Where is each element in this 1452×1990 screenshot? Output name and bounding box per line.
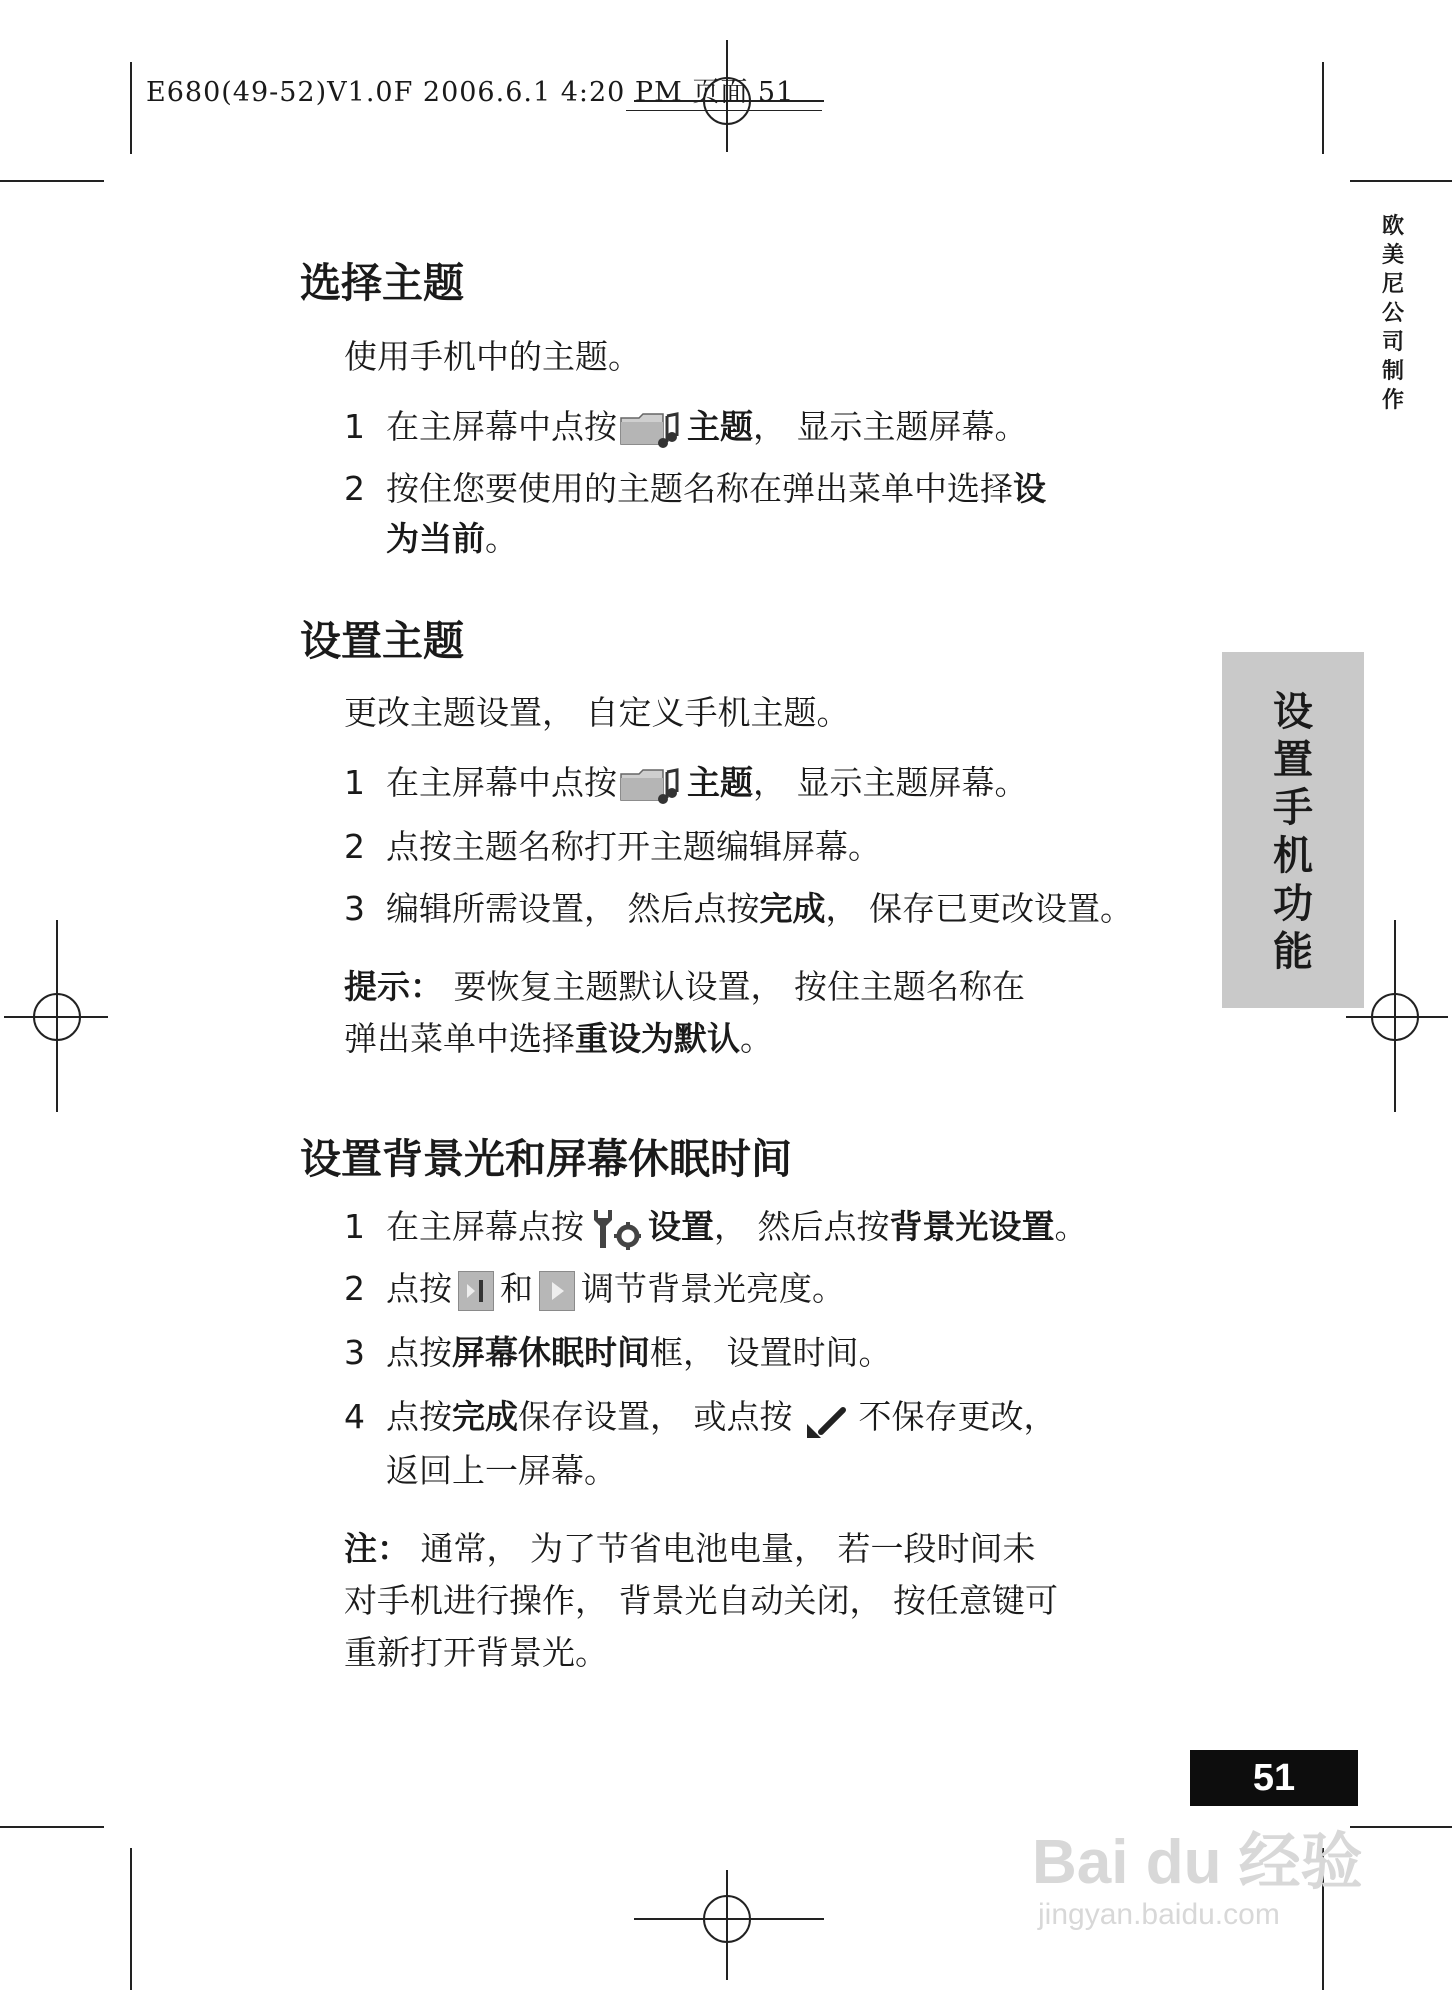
crop-mark	[0, 180, 104, 182]
step-item: 2 按住您要使用的主题名称在弹出菜单中选择设	[344, 469, 1046, 508]
chapter-tab-char: 设	[1273, 689, 1313, 735]
section-title-set-theme: 设置主题	[300, 617, 464, 665]
chapter-tab	[1222, 652, 1364, 1008]
note-text-continued: 重新打开背景光。	[344, 1633, 608, 1672]
right-arrow-button-icon	[539, 1271, 575, 1311]
chapter-tab-char: 能	[1273, 929, 1313, 975]
chapter-tab-char: 置	[1273, 737, 1313, 783]
step-item: 1 在主屏幕点按 设置， 然后点按背景光设置。	[344, 1200, 1088, 1254]
step-item: 2 点按 和 调节背景光亮度。	[344, 1262, 845, 1316]
watermark-url: jingyan.baidu.com	[1038, 1898, 1280, 1931]
side-brand-text: 欧 美 尼 公 司 制 作	[1381, 214, 1404, 413]
chapter-tab-char: 手	[1273, 785, 1313, 831]
back-arrow-icon	[803, 1402, 849, 1436]
section-title-choose-theme: 选择主题	[300, 259, 464, 307]
note-text: 注： 通常， 为了节省电池电量， 若一段时间未	[344, 1529, 1036, 1568]
step-item: 1 在主屏幕中点按 主题， 显示主题屏幕。	[344, 756, 1028, 810]
watermark-logo: Bai du 经验	[1032, 1828, 1363, 1897]
print-file-info: E680(49-52)V1.0F 2006.6.1 4:20 PM 页面 51	[146, 77, 795, 108]
chapter-tab-char: 机	[1273, 833, 1313, 879]
tip-text: 提示： 要恢复主题默认设置， 按住主题名称在	[344, 967, 1025, 1006]
crop-mark	[130, 62, 132, 154]
step-item: 2 点按主题名称打开主题编辑屏幕。	[344, 827, 881, 866]
settings-wrench-gear-icon	[586, 1206, 642, 1252]
step-item-continued: 为当前。	[386, 519, 518, 558]
step-item: 1 在主屏幕中点按 主题， 显示主题屏幕。	[344, 400, 1028, 454]
crop-mark	[1350, 180, 1452, 182]
step-item: 3 编辑所需设置， 然后点按完成， 保存已更改设置。	[344, 889, 1133, 928]
step-item-continued: 返回上一屏幕。	[386, 1451, 617, 1490]
crop-mark	[130, 1848, 132, 1990]
section-intro: 更改主题设置， 自定义手机主题。	[344, 693, 850, 732]
crop-mark	[1322, 62, 1324, 154]
step-item: 4 点按完成保存设置， 或点按 不保存更改，	[344, 1397, 1057, 1436]
step-item: 3 点按屏幕休眠时间框， 设置时间。	[344, 1333, 892, 1372]
section-title-backlight: 设置背景光和屏幕休眠时间	[300, 1135, 792, 1183]
theme-folder-icon	[619, 762, 681, 808]
chapter-tab-label	[1222, 688, 1364, 976]
crop-mark	[1350, 1826, 1452, 1828]
theme-folder-icon	[619, 406, 681, 452]
chapter-tab-char: 功	[1273, 881, 1313, 927]
page-number: 51	[1190, 1750, 1358, 1806]
header-underline	[626, 110, 822, 111]
tip-text-continued: 弹出菜单中选择重设为默认。	[344, 1019, 773, 1058]
left-arrow-button-icon	[458, 1271, 494, 1311]
crop-mark	[0, 1826, 104, 1828]
note-text-continued: 对手机进行操作， 背景光自动关闭， 按任意键可	[344, 1581, 1058, 1620]
section-intro: 使用手机中的主题。	[344, 337, 641, 376]
